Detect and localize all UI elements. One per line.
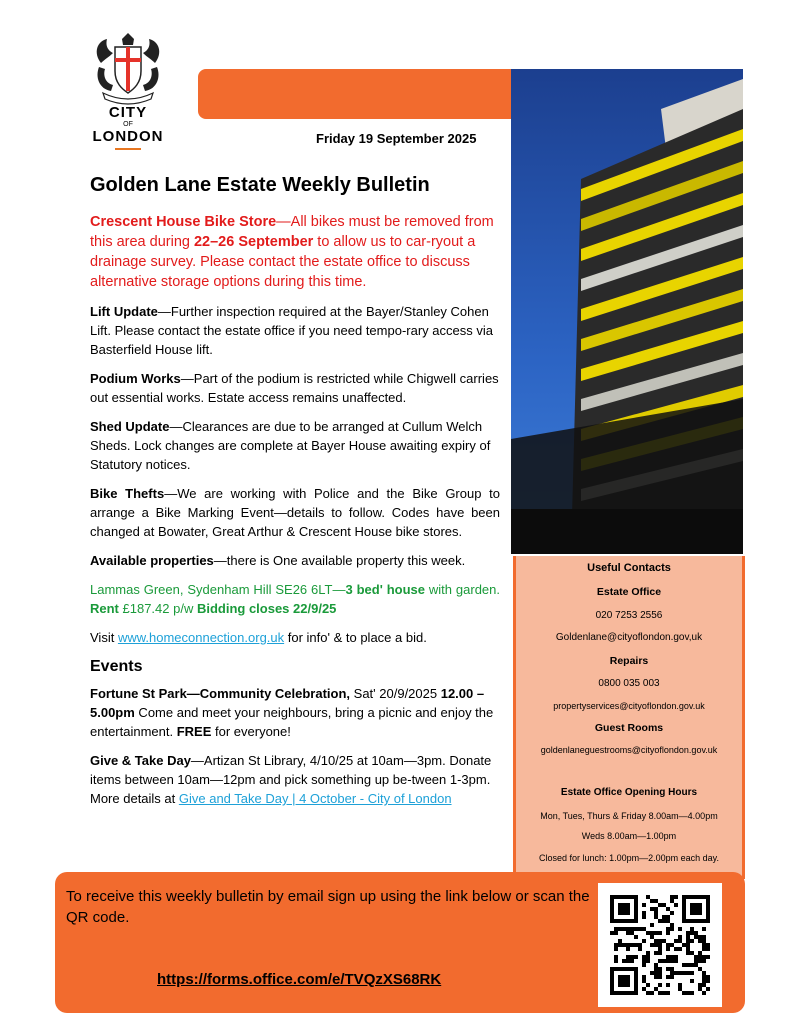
fortune-st-event: [90, 684, 500, 741]
bulletin-date: Friday 19 September 2025: [316, 131, 477, 146]
qr-code-icon: [598, 883, 722, 1007]
homeconnection-link[interactable]: www.homeconnection.org.uk: [117, 630, 285, 645]
available-text: —there is One available property this week.: [213, 553, 466, 568]
crescent-text: —All bikes must be removed from this area during: [90, 214, 494, 250]
qr-code[interactable]: [598, 883, 722, 1007]
city-of-london-logo: [82, 33, 174, 150]
crescent-dates: 22–26 September: [193, 234, 314, 250]
fortune-heading: Fortune St Park—Community Celebration,: [90, 686, 351, 701]
shed-update: [90, 417, 500, 474]
header-orange-banner: [198, 69, 513, 119]
logo-city-text: CITY: [108, 104, 148, 121]
visit-prefix: Visit: [90, 630, 118, 645]
repairs-phone: 0800 035 003: [598, 678, 660, 689]
repairs-email[interactable]: propertyservices@cityoflondon.gov.uk: [553, 701, 705, 711]
crescent-heading: Crescent House Bike Store: [90, 214, 277, 230]
estate-office-email[interactable]: Goldenlane@cityoflondon.gov,uk: [555, 632, 703, 643]
give-text: —Artizan St Library, 4/10/25 at 10am—3pm. Donate items between 10am—12pm and pick something up be-tween 1-3pm. More details at: [90, 753, 492, 806]
podium-works: [90, 369, 500, 407]
logo-london-text: LONDON: [92, 128, 164, 145]
fortune-text-2: for everyone!: [211, 724, 291, 739]
property-address: Lammas Green, Sydenham Hill SE26 6LT—: [90, 582, 346, 597]
opening-hours-mon-fri: Mon, Tues, Thurs & Friday 8.00am—4.00pm: [540, 811, 718, 821]
lift-heading: Lift Update: [90, 304, 158, 319]
fortune-date: Sat' 20/9/2025: [350, 686, 441, 701]
fortune-free: FREE: [176, 724, 212, 739]
bike-text: —We are working with Police and the Bike Group to arrange a Bike Marking Event—details to follow. Codes have been changed at Bowater, Great Arthur & Crescent House bike stores.: [90, 486, 501, 539]
give-heading: Give & Take Day: [90, 753, 191, 768]
property-rent-label: Rent: [90, 601, 119, 616]
logo-underline: [115, 148, 141, 150]
fortune-text: Come and meet your neighbours, bring a picnic and enjoy the entertainment.: [90, 705, 494, 739]
coat-of-arms-icon: [89, 33, 167, 105]
property-rent: £187.42 p/w: [118, 601, 197, 616]
property-text: with garden.: [425, 582, 500, 597]
opening-hours-weds: Weds 8.00am—1.00pm: [581, 831, 677, 841]
available-properties: [90, 551, 500, 570]
events-heading: Events: [90, 658, 143, 675]
contacts-heading: Useful Contacts: [587, 562, 671, 574]
shed-heading: Shed Update: [90, 419, 170, 434]
property-listing: [90, 580, 500, 618]
crescent-house-notice: [90, 212, 500, 292]
estate-office-phone: 020 7253 2556: [595, 610, 663, 621]
crescent-text-2: to allow us to car-ryout a drainage survey. Please contact the estate office to discuss alternative storage options during this time.: [90, 234, 476, 290]
repairs-heading: Repairs: [609, 655, 649, 667]
signup-form-link[interactable]: https://forms.office.com/e/TVQzXS68RK: [157, 971, 442, 988]
bulletin-content: [90, 212, 500, 818]
guest-rooms-heading: Guest Rooms: [594, 722, 664, 734]
tower-block-photo: [511, 69, 743, 554]
podium-heading: Podium Works: [90, 371, 181, 386]
property-bidding: Bidding closes 22/9/25: [196, 601, 337, 616]
available-heading: Available properties: [90, 553, 214, 568]
opening-hours-heading: Estate Office Opening Hours: [560, 787, 698, 798]
visit-suffix: for info' & to place a bid.: [284, 630, 427, 645]
lift-update: [90, 302, 500, 359]
fortune-time: 12.00 –5.00pm: [90, 686, 485, 720]
podium-text: —Part of the podium is restricted while Chigwell carries out essential works. Estate access remains unaffected.: [90, 371, 499, 405]
guest-rooms-email[interactable]: goldenlaneguestrooms@cityoflondon.gov.uk: [540, 745, 718, 755]
logo-of-text: OF: [123, 121, 133, 128]
useful-contacts-panel: [513, 556, 745, 879]
lift-text: —Further inspection required at the Bayer/Stanley Cohen Lift. Please contact the estate office if you need tempo-rary access via Basterfield House lift.: [90, 304, 493, 357]
signup-text: To receive this weekly bulletin by email sign up using the link below or scan the QR code.: [66, 888, 590, 926]
opening-hours-lunch: Closed for lunch: 1.00pm—2.00pm each day.: [539, 853, 719, 863]
give-take-event: [90, 751, 500, 808]
bulletin-title: Golden Lane Estate Weekly Bulletin: [90, 174, 430, 196]
visit-line: [90, 628, 500, 647]
shed-text: —Clearances are due to be arranged at Cullum Welch Sheds. Lock changes are complete at Bayer House awaiting expiry of Statutory notices.: [90, 419, 491, 472]
bike-thefts: [90, 484, 500, 541]
estate-office-heading: Estate Office: [596, 586, 662, 598]
give-take-link[interactable]: Give and Take Day | 4 October - City of London: [178, 791, 452, 806]
property-type: 3 bed' house: [345, 582, 425, 597]
bike-heading: Bike Thefts: [90, 486, 165, 501]
